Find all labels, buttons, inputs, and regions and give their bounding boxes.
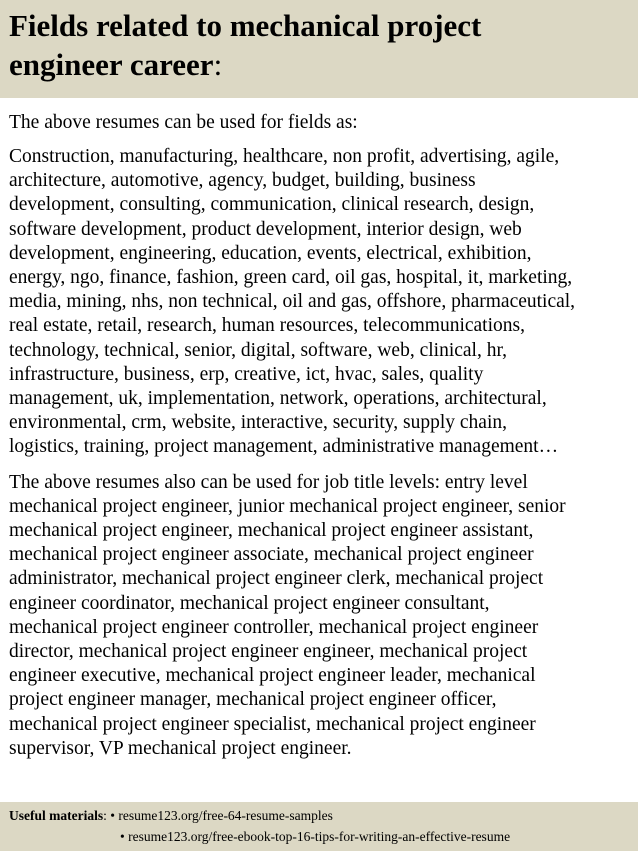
footer-bar: [0, 802, 638, 851]
fields-line: environmental, crm, website, interactive, security, supply chain,: [9, 412, 507, 434]
job-levels-line: engineer coordinator, mechanical project engineer consultant,: [9, 592, 490, 614]
job-levels-line: director, mechanical project engineer engineer, mechanical project: [9, 641, 528, 663]
job-levels-line: mechanical project engineer controller, mechanical project engineer: [9, 616, 539, 638]
job-levels-line: engineer executive, mechanical project engineer leader, mechanical: [9, 665, 536, 687]
job-levels-line: mechanical project engineer, junior mechanical project engineer, senior: [9, 495, 566, 517]
fields-line: development, consulting, communication, clinical research, design,: [9, 194, 535, 216]
footer-row-2: [9, 826, 630, 847]
title-line-2: engineer career: [9, 47, 214, 82]
fields-line: media, mining, nhs, non technical, oil and gas, offshore, pharmaceutical,: [9, 291, 576, 313]
fields-line: infrastructure, business, erp, creative, ict, hvac, sales, quality: [9, 363, 484, 385]
fields-line: management, uk, implementation, network, operations, architectural,: [9, 388, 547, 410]
ebook-tips-link[interactable]: • resume123.org/free-ebook-top-16-tips-for-writing-an-effective-resume: [120, 829, 511, 844]
fields-paragraph: [9, 145, 633, 460]
job-levels-line: mechanical project engineer associate, mechanical project engineer: [9, 544, 534, 566]
intro-text: The above resumes can be used for fields as:: [9, 112, 358, 133]
fields-line: logistics, training, project management, administrative management…: [9, 436, 559, 458]
resume-samples-link[interactable]: • resume123.org/free-64-resume-samples: [110, 808, 333, 823]
fields-line: software development, product development, interior design, web: [9, 218, 522, 240]
job-levels-line: administrator, mechanical project engineer clerk, mechanical project: [9, 568, 544, 590]
job-levels-line: project engineer manager, mechanical project engineer officer,: [9, 689, 497, 711]
useful-materials-colon: :: [103, 808, 107, 823]
title-colon: :: [213, 47, 223, 82]
fields-line: technology, technical, senior, digital, software, web, clinical, hr,: [9, 339, 508, 361]
job-levels-line: supervisor, VP mechanical project engineer.: [9, 737, 352, 759]
fields-line: development, engineering, education, events, electrical, exhibition,: [9, 242, 532, 264]
footer-row-1: [9, 805, 630, 826]
useful-materials-label: Useful materials: [9, 808, 104, 823]
title-bar: [0, 0, 638, 98]
content-area: [9, 111, 633, 802]
footer-indent: [9, 826, 120, 847]
title-line-1: Fields related to mechanical project: [9, 8, 482, 43]
job-levels-line: The above resumes also can be used for job title levels: entry level: [9, 471, 528, 493]
page-title: [9, 6, 630, 84]
fields-line: real estate, retail, research, human resources, telecommunications,: [9, 315, 525, 337]
job-levels-paragraph: [9, 471, 633, 761]
fields-line: energy, ngo, finance, fashion, green card, oil gas, hospital, it, marketing,: [9, 267, 573, 289]
fields-line: architecture, automotive, agency, budget, building, business: [9, 170, 476, 192]
fields-line: Construction, manufacturing, healthcare, non profit, advertising, agile,: [9, 146, 560, 167]
job-levels-line: mechanical project engineer specialist, mechanical project engineer: [9, 713, 536, 735]
job-levels-line: mechanical project engineer, mechanical project engineer assistant,: [9, 520, 534, 542]
